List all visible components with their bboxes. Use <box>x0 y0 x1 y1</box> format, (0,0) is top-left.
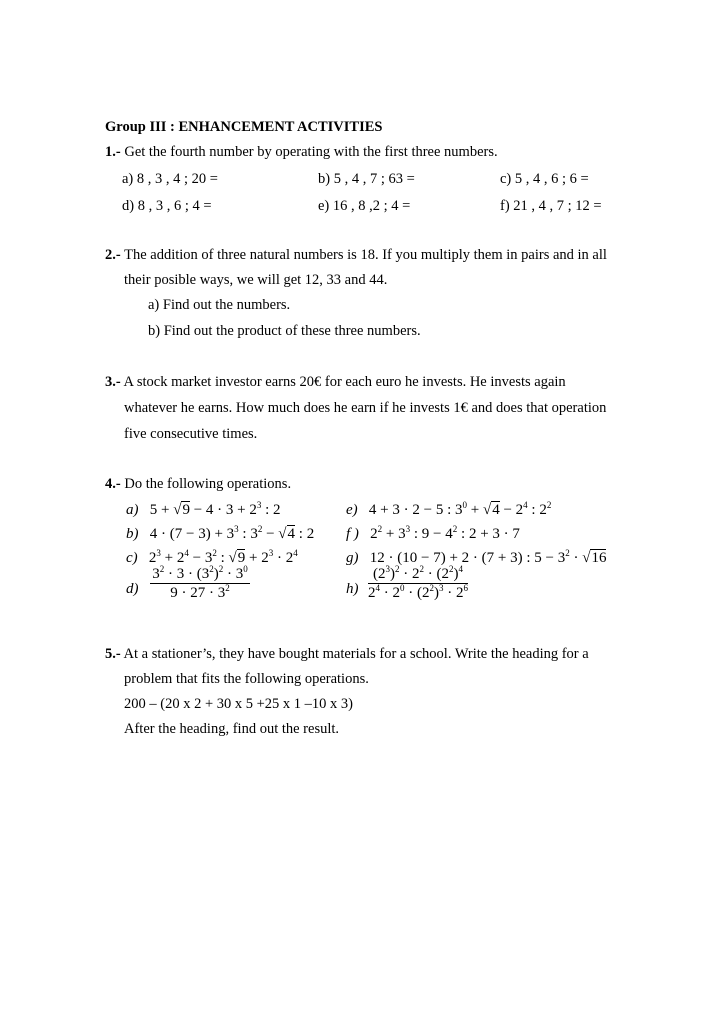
fraction-numerator: $3^2 \cdot 3 \cdot (3^2)^2 \cdot 3^0$ <box>150 566 250 584</box>
expr-g: g) 12 · (10 − 7) + 2 · (7 + 3) : $5 - 3^2 \cdot √16$ <box>346 548 607 566</box>
worksheet-title: Group III : ENHANCEMENT ACTIVITIES <box>105 119 383 135</box>
q5-line-3: 200 – (20 x 2 + 30 x 5 +25 x 1 –10 x 3) <box>124 696 354 712</box>
expr-f: f ) $2^2 + 3^3$ : $9 - 4^2$ : 2 + 3 · 7 <box>346 524 520 542</box>
expr-d-label: d) <box>126 581 139 597</box>
question-number: 3.- <box>105 374 121 390</box>
question-text: At a stationer’s, they have bought materials for a school. Write the heading for a <box>123 646 589 662</box>
question-3 <box>105 373 566 391</box>
q5-line-2: problem that fits the following operations. <box>124 671 369 687</box>
expr-label: f ) <box>346 526 359 542</box>
q1-item-e: e) 16 , 8 ,2 ; 4 = <box>318 198 411 214</box>
q1-item-c: c) 5 , 4 , 6 ; 6 = <box>500 171 589 187</box>
question-5 <box>105 645 589 663</box>
expr-h-label: h) <box>346 581 359 597</box>
question-number: 1.- <box>105 144 121 160</box>
question-text: Get the fourth number by operating with the first three numbers. <box>124 144 498 160</box>
expr-c: c) $2^3 + 2^4 - 3^2$ : $√9 + 2^3 \cdot 2^4$ <box>126 548 298 566</box>
expr-label: c) <box>126 550 138 566</box>
question-1 <box>105 143 498 161</box>
expr-d-fraction <box>150 566 250 601</box>
fraction-denominator: $2^4 \cdot 2^0 \cdot (2^2)^3 \cdot 2^6$ <box>368 583 468 601</box>
question-text: A stock market investor earns 20€ for each euro he invests. He invests again <box>123 374 566 390</box>
expr-e: e) 4 + 3 · 2 − 5 : $3^0 + √4 - 2^4$ : $2^2$ <box>346 500 552 518</box>
q1-item-f: f) 21 , 4 , 7 ; 12 = <box>500 198 602 214</box>
question-number: 2.- <box>105 247 121 263</box>
q1-item-b: b) 5 , 4 , 7 ; 63 = <box>318 171 415 187</box>
q3-line-2: whatever he earns. How much does he earn if he invests 1€ and does that operation <box>124 400 607 416</box>
question-number: 5.- <box>105 646 121 662</box>
fraction-numerator: $(2^3)^2 \cdot 2^2 \cdot (2^2)^4$ <box>368 566 468 584</box>
question-2 <box>105 246 607 264</box>
q2-sub-a: a) Find out the numbers. <box>148 297 291 313</box>
q1-item-d: d) 8 , 3 , 6 ; 4 = <box>122 198 212 214</box>
expr-label: g) <box>346 550 359 566</box>
q1-item-a: a) 8 , 3 , 4 ; 20 = <box>122 171 218 187</box>
q2-line-2: their posible ways, we will get 12, 33 and 44. <box>124 272 388 288</box>
expr-a: a) $5 + √9 - 4 \cdot 3 + 2^3$ : 2 <box>126 500 281 518</box>
question-text: Do the following operations. <box>124 476 292 492</box>
q2-sub-b: b) Find out the product of these three numbers. <box>148 323 421 339</box>
expr-h-fraction <box>368 566 468 601</box>
question-number: 4.- <box>105 476 121 492</box>
question-4 <box>105 475 291 493</box>
q3-line-3: five consecutive times. <box>124 426 258 442</box>
fraction-denominator: $9 \cdot 27 \cdot 3^2$ <box>170 583 230 601</box>
q5-line-4: After the heading, find out the result. <box>124 721 340 737</box>
expr-label: b) <box>126 526 139 542</box>
expr-label: e) <box>346 502 358 518</box>
expr-label: a) <box>126 502 139 518</box>
expr-b: b) $4 \cdot (7 - 3) + 3^3$ : $3^2 - √4$ : 2 <box>126 524 315 542</box>
question-text: The addition of three natural numbers is 18. If you multiply them in pairs and in all <box>124 247 607 263</box>
